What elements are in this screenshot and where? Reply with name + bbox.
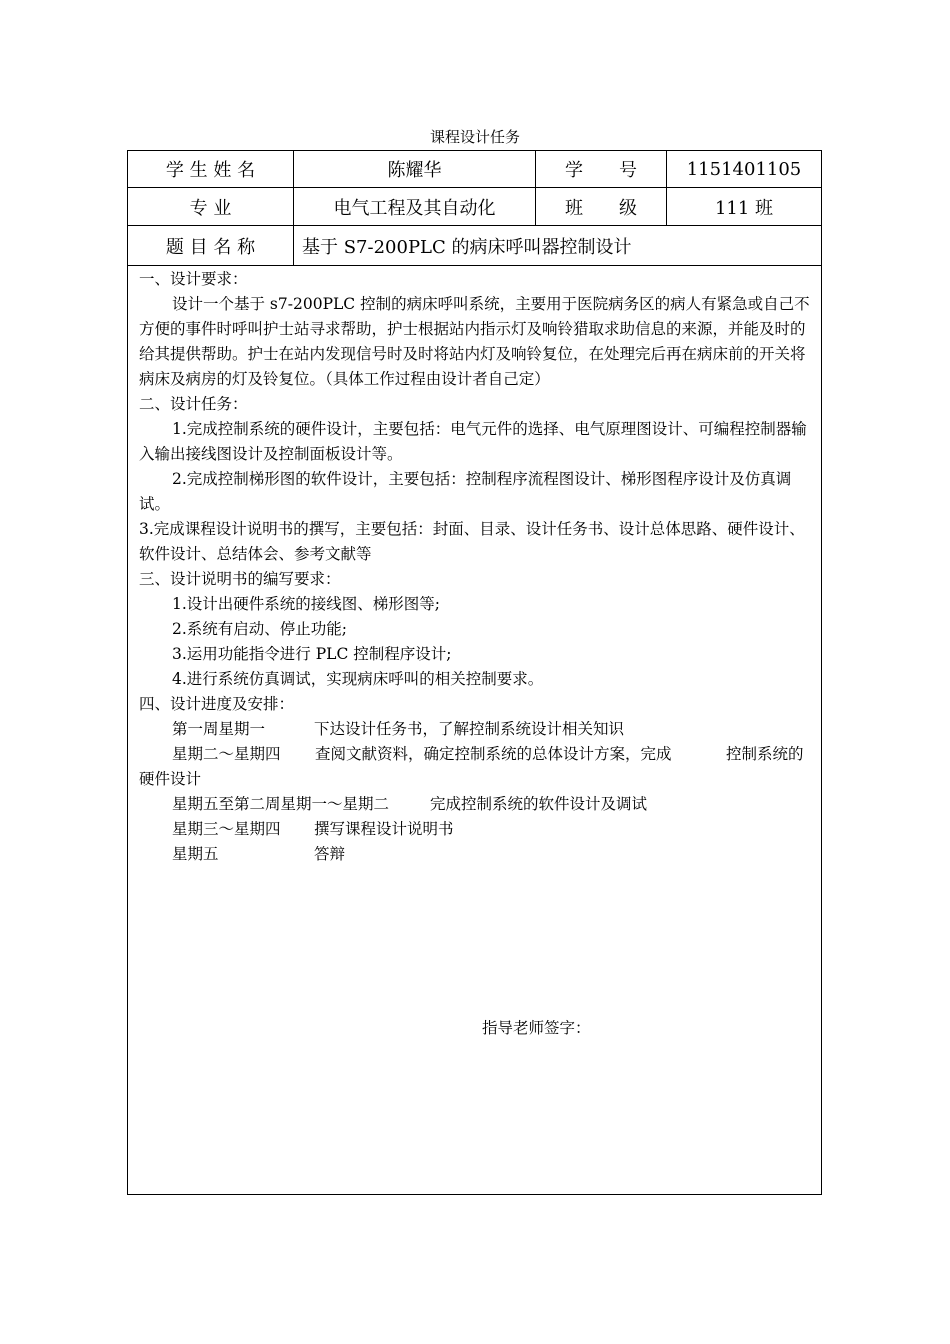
requirements-text: 设计一个基于 s7-200PLC 控制的病床呼叫系统，主要用于医院病务区的病人有紧急或自己不方便的事件时呼叫护士站寻求帮助，护士根据站内指示灯及响铃猎取求助信息的来源，并能及时的给其提供帮助。护士在站内发现信号时及时将站内灯及响铃复位，在处理完后再在病床前的开关将病床及病房的灯及铃复位。（具体工作过程由设计者自己定）: [139, 295, 810, 388]
major-value: 电气工程及其自动化: [294, 188, 536, 225]
schedule-time: 星期五: [172, 845, 219, 863]
doc-item-3: 3.运用功能指令进行 PLC 控制程序设计;: [172, 645, 452, 663]
name-label: 学 生 姓 名: [128, 151, 294, 187]
class-label: 班 级: [536, 188, 667, 225]
schedule-time: 星期三～星期四: [172, 820, 281, 838]
schedule-time: 星期五至第二周星期一～星期二: [172, 795, 390, 813]
name-value: 陈耀华: [294, 151, 536, 187]
requirements-heading: 一、设计要求：: [139, 270, 248, 288]
schedule-task: 答辩: [314, 845, 346, 863]
task-form: [127, 150, 822, 1195]
schedule-task: 完成控制系统的软件设计及调试: [430, 795, 648, 813]
task-item-1: 1.完成控制系统的硬件设计，主要包括：电气元件的选择、电气原理图设计、可编程控制器输入输出接线图设计及控制面板设计等。: [139, 420, 807, 463]
tasks-heading: 二、设计任务：: [139, 395, 248, 413]
major-label: 专 业: [128, 188, 294, 225]
id-value: 1151401105: [686, 158, 802, 180]
doc-item-1: 1.设计出硬件系统的接线图、梯形图等;: [172, 595, 441, 613]
page-title: 课程设计任务: [429, 128, 520, 146]
doc-item-4: 4.进行系统仿真调试，实现病床呼叫的相关控制要求。: [172, 670, 544, 688]
schedule-time: 第一周星期一: [172, 720, 266, 738]
topic-value: 基于 S7-200PLC 的病床呼叫器控制设计: [302, 236, 632, 258]
topic-label: 题 目 名 称: [128, 226, 294, 265]
class-value: 111 班: [714, 197, 774, 219]
schedule-task: 下达设计任务书，了解控制系统设计相关知识: [314, 720, 625, 738]
schedule-row-3: [172, 792, 647, 817]
schedule-row-2: [172, 742, 804, 767]
row-student: [128, 151, 821, 188]
task-item-2: 2.完成控制梯形图的软件设计，主要包括：控制程序流程图设计、梯形图程序设计及仿真调试。: [139, 470, 792, 513]
doc-heading: 三、设计说明书的编写要求：: [139, 570, 341, 588]
schedule-heading: 四、设计进度及安排：: [139, 695, 295, 713]
schedule-task: 撰写课程设计说明书: [314, 820, 454, 838]
id-label: 学 号: [536, 151, 667, 187]
schedule-row-5: [172, 842, 345, 867]
row-major: [128, 188, 821, 226]
schedule-task-continued: 控制系统的: [726, 745, 804, 763]
schedule-time: 星期二～星期四: [172, 745, 281, 763]
content-area: [128, 266, 821, 1194]
schedule-task: 查阅文献资料，确定控制系统的总体设计方案，完成: [315, 745, 672, 763]
schedule-row-4: [172, 817, 454, 842]
task-item-3: 3.完成课程设计说明书的撰写，主要包括：封面、目录、设计任务书、设计总体思路、硬件设计、软件设计、总结体会、参考文献等: [139, 520, 805, 563]
row-topic: [128, 226, 821, 266]
advisor-signature-label: 指导老师签字：: [482, 1019, 591, 1037]
doc-item-2: 2.系统有启动、停止功能;: [172, 620, 348, 638]
schedule-row-2-continued: 硬件设计: [139, 770, 202, 788]
schedule-row-1: [172, 717, 624, 742]
